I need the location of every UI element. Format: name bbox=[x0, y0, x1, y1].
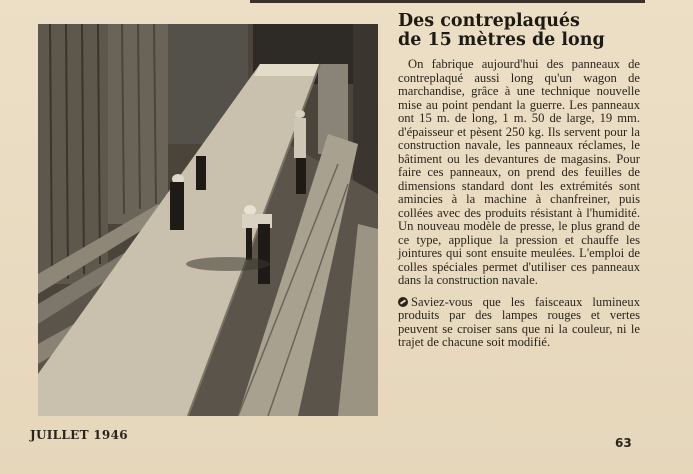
top-rule bbox=[250, 0, 645, 3]
bullet-icon bbox=[398, 297, 408, 307]
factory-photo bbox=[38, 24, 378, 416]
article-headline bbox=[398, 12, 640, 50]
issue-date: JUILLET 1946 bbox=[30, 428, 128, 442]
note-text: Saviez-vous que les faisceaux lumineux produits par des lampes rouges et vertes peuvent se croiser sans que ni la couleur, ni le trajet de chacune soit modifié. bbox=[398, 294, 640, 349]
headline-line-2: de 15 mètres de long bbox=[398, 30, 605, 50]
article bbox=[398, 12, 640, 350]
headline-line-1: Des contreplaqués bbox=[398, 11, 580, 31]
page-number: 63 bbox=[615, 436, 632, 450]
article-body: On fabrique aujourd'hui des panneaux de contreplaqué aussi long qu'un wagon de marchandise, grâce à une technique nouvelle mise au point pendant la guerre. Les panneaux ont 15 m. de long, 1 m. 50 de large, 19 mm. d'épaisseur et pèsent 250 kg. Ils servent pour la construction navale, les panneaux réclames, le bâtiment ou les devantures de magasins. Pour faire ces panneaux, on prend des feuilles de dimensions standard dont les extrémités sont amincies à la machine à chanfreiner, puis collées avec des produits résistant à l'humidité. Un nouveau modèle de presse, le plus grand de ce type, applique la pression et chauffe les jointures qui sont ensuite meulées. L'emploi de colles spéciales permet d'utiliser ces panneaux dans la construction navale. bbox=[398, 57, 640, 287]
did-you-know-note bbox=[398, 296, 640, 350]
